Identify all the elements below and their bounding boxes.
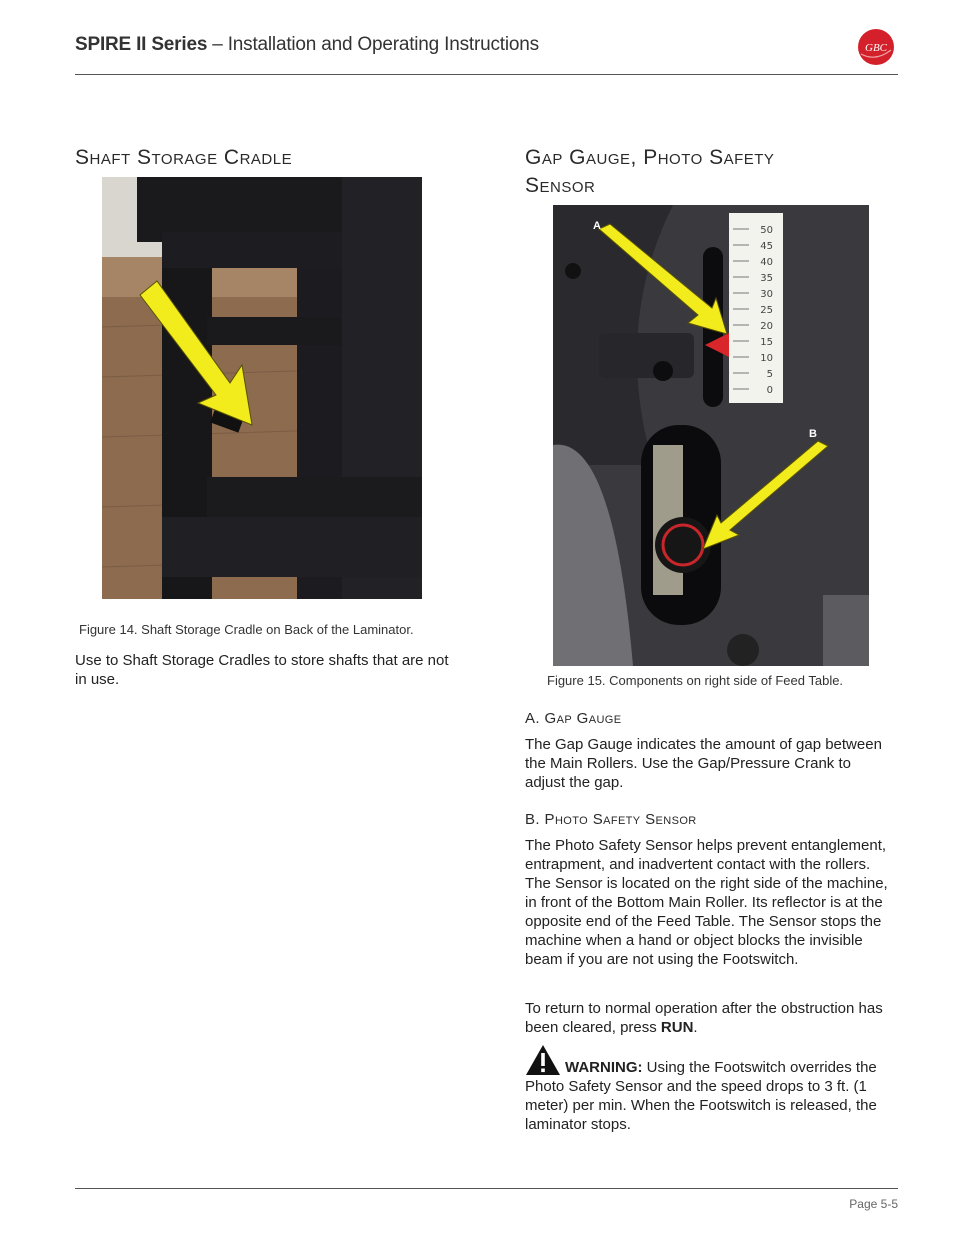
gbc-logo — [857, 28, 895, 66]
gap-gauge-heading-line2: Sensor — [525, 174, 596, 197]
gap-gauge-subheading: A. Gap Gauge — [525, 710, 622, 727]
gauge-tick-25: 25 — [760, 305, 773, 316]
figure-15-caption: Figure 15. Components on right side of Feed Table. — [547, 673, 844, 688]
header-subtitle: – Installation and Operating Instructions — [207, 34, 539, 55]
warning-body: Using the Footswitch overrides the Photo Safety Sensor and the speed drops to 3 ft. (1 meter) per min. When the Footswitch is released, the laminator stops. — [525, 1059, 877, 1133]
gauge-tick-10: 10 — [760, 353, 773, 364]
photo-sensor-body: The Photo Safety Sensor helps prevent entanglement, entrapment, and inadvertent contact with the rollers. The Sensor is located on the right side of the machine, in front of the Bottom Main Roller. Its reflector is at the opposite end of the Feed Table. The Sensor stops the machine when a hand or object blocks the invisible beam if you are not using the Footswitch. — [525, 837, 888, 968]
figure-label-a: A — [593, 220, 601, 232]
warning-triangle-icon — [525, 1044, 561, 1076]
gauge-tick-50: 50 — [760, 225, 773, 236]
logo-text: GBC — [865, 42, 887, 54]
gauge-tick-5: 5 — [766, 369, 773, 380]
figure-label-b: B — [809, 428, 817, 440]
gauge-tick-0: 0 — [766, 385, 773, 396]
page-number: Page 5-5 — [849, 1197, 898, 1211]
shaft-cradle-photo — [102, 177, 422, 599]
gauge-tick-30: 30 — [760, 289, 773, 300]
warning-label: WARNING: — [565, 1059, 643, 1076]
photo-sensor-subheading: B. Photo Safety Sensor — [525, 811, 697, 828]
return-instructions — [525, 999, 895, 1037]
return-suffix: . — [693, 1019, 698, 1036]
gauge-tick-40: 40 — [760, 257, 773, 268]
running-header — [75, 34, 539, 56]
gauge-tick-15: 15 — [760, 337, 773, 348]
gauge-tick-45: 45 — [760, 241, 773, 252]
footer-divider — [75, 1188, 898, 1189]
gauge-tick-20: 20 — [760, 321, 773, 332]
shaft-cradle-heading: Shaft Storage Cradle — [75, 146, 293, 169]
figure-14-caption: Figure 14. Shaft Storage Cradle on Back of the Laminator. — [79, 622, 414, 637]
gap-gauge-heading-line1: Gap Gauge, Photo Safety — [525, 146, 775, 169]
series-name: SPIRE II Series — [75, 34, 208, 55]
warning-block — [525, 1044, 898, 1134]
run-keyword: RUN — [660, 1019, 694, 1036]
gap-gauge-body: The Gap Gauge indicates the amount of gap between the Main Rollers. Use the Gap/Pressure Crank to adjust the gap. — [525, 736, 882, 791]
gap-gauge-photo — [553, 205, 869, 666]
header-divider — [75, 74, 898, 75]
gauge-tick-35: 35 — [760, 273, 773, 284]
shaft-cradle-body: Use to Shaft Storage Cradles to store shafts that are not in use. — [75, 652, 449, 688]
return-prefix: To return to normal operation after the obstruction has been cleared, press — [525, 1000, 883, 1036]
